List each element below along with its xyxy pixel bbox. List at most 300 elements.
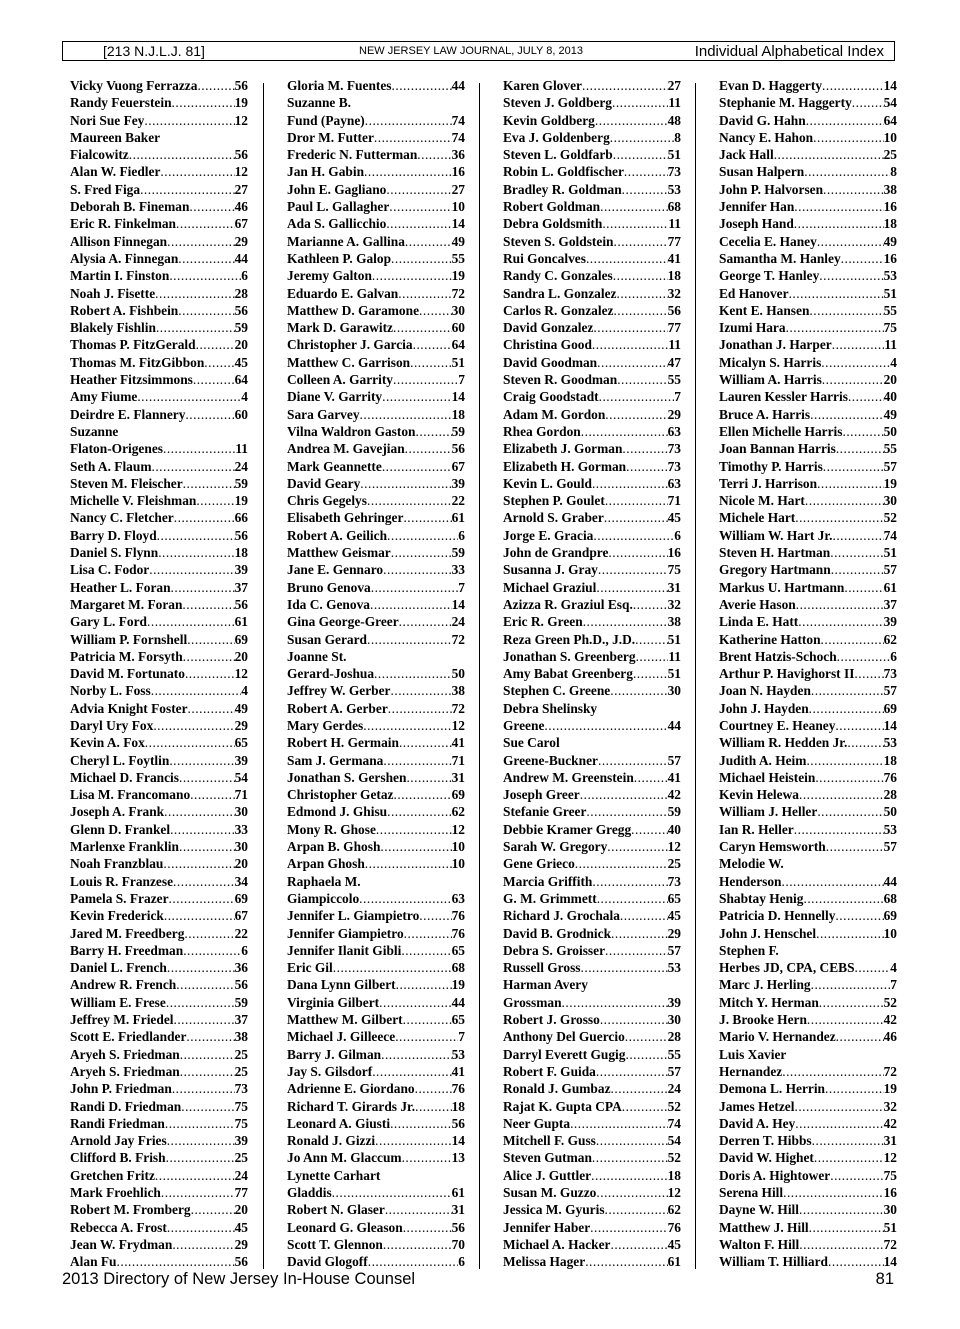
index-entry [719, 267, 897, 284]
dot-leader [170, 821, 235, 838]
index-entry-name: Susanna J. Gray [503, 562, 598, 578]
index-entry-page: 53 [667, 181, 681, 197]
dot-leader [370, 596, 452, 613]
index-entry [503, 492, 681, 509]
index-entry-name: John P. Friedman [70, 1081, 172, 1097]
index-entry-page: 57 [883, 683, 897, 699]
index-entry [70, 215, 248, 232]
index-entry-name: Alan W. Fiedler [70, 164, 161, 180]
index-entry-page: 69 [451, 787, 465, 803]
dot-leader [832, 336, 885, 353]
index-entry [503, 1046, 681, 1063]
dot-leader [610, 1236, 667, 1253]
index-entry-name: Jennifer Ilanit Gibli [287, 942, 402, 958]
dot-leader [391, 682, 452, 699]
index-entry [287, 146, 465, 163]
index-entry-page: 69 [234, 890, 248, 906]
index-entry-name-line: Maureen Baker [70, 129, 161, 145]
index-entry-name: Arnold S. Graber [503, 510, 604, 526]
index-entry-name: Michele Hart [719, 510, 796, 526]
index-entry-page: 56 [451, 441, 465, 457]
index-entry [503, 527, 681, 544]
index-entry [503, 1098, 681, 1115]
index-entry [70, 1046, 248, 1063]
index-entry-name: Robert H. Germain [287, 735, 399, 751]
index-entry-name: Barry H. Freedman [70, 942, 184, 958]
index-entry-name: Markus U. Hartmann [719, 579, 845, 595]
index-entry-name: Susan Halpern [719, 164, 805, 180]
dot-leader [570, 1115, 668, 1132]
index-entry-name: Daryl Ury Fox [70, 717, 154, 733]
index-entry [503, 752, 681, 769]
index-entry-name: Heather L. Foran [70, 579, 171, 595]
index-entry-name: Gretchen Fritz [70, 1167, 155, 1183]
index-entry [70, 181, 248, 198]
index-entry [287, 1028, 465, 1045]
dot-leader [612, 94, 668, 111]
index-entry-page: 77 [667, 233, 681, 249]
dot-leader [625, 1028, 668, 1045]
index-entry-name: Marcia Griffith [503, 873, 593, 889]
dot-leader [188, 700, 235, 717]
index-entry [70, 803, 248, 820]
index-entry-page: 51 [883, 285, 897, 301]
index-entry [503, 682, 681, 699]
index-entry-page: 14 [883, 1254, 897, 1270]
index-entry-page: 71 [667, 493, 681, 509]
index-entry-page: 36 [234, 960, 248, 976]
index-entry-name: Cheryl L. Foytlin [70, 752, 170, 768]
index-entry-page: 6 [458, 527, 465, 543]
dot-leader [398, 285, 451, 302]
index-entry [70, 492, 248, 509]
dot-leader [416, 423, 452, 440]
index-entry-name: Kevin Frederick [70, 908, 164, 924]
index-entry-name: Jeremy Galton [287, 268, 372, 284]
index-entry-name: William R. Hedden Jr. [719, 735, 848, 751]
page-number: 81 [875, 1270, 894, 1288]
index-entry [70, 769, 248, 786]
index-entry-name: Walton F. Hill [719, 1236, 800, 1252]
index-entry [70, 890, 248, 907]
dot-leader [374, 665, 452, 682]
index-entry-page: 6 [241, 942, 248, 958]
index-entry-page: 24 [234, 458, 248, 474]
index-entry-page: 18 [234, 545, 248, 561]
index-entry [70, 250, 248, 267]
index-entry [719, 838, 897, 855]
index-entry [503, 561, 681, 578]
index-entry-name: Arpan B. Ghosh [287, 839, 381, 855]
index-entry-page: 71 [234, 787, 248, 803]
index-entry-name: Allison Finnegan [70, 233, 168, 249]
index-entry-page: 61 [883, 579, 897, 595]
index-entry-page: 59 [451, 423, 465, 439]
dot-leader [636, 648, 669, 665]
index-entry-name: Andrew R. French [70, 977, 177, 993]
index-entry [287, 579, 465, 596]
index-entry-name: Mitchell F. Guss [503, 1133, 596, 1149]
index-entry [503, 475, 681, 492]
dot-leader [611, 925, 668, 942]
index-entry-name: William P. Fornshell [70, 631, 188, 647]
index-entry-page: 67 [234, 908, 248, 924]
index-entry [503, 907, 681, 924]
index-entry-name: Reza Green Ph.D., J.D. [503, 631, 636, 647]
index-entry-name: David Goodman [503, 354, 598, 370]
dot-leader [402, 1149, 452, 1166]
dot-leader [832, 527, 883, 544]
index-entry [287, 129, 465, 146]
index-entry-name: Dana Lynn Gilbert [287, 977, 396, 993]
dot-leader [806, 112, 884, 129]
index-entry-page: 25 [667, 856, 681, 872]
dot-leader [622, 440, 667, 457]
index-entry-name: Chris Gegelys [287, 493, 367, 509]
index-entry-name: Leonard G. Gleason [287, 1219, 403, 1235]
index-entry-name: Robin L. Goldfischer [503, 164, 624, 180]
index-entry-page: 45 [667, 908, 681, 924]
index-entry [719, 544, 897, 561]
index-entry-name: Darryl Everett Gugig [503, 1046, 626, 1062]
index-entry-name: Jonathan S. Gershen [287, 769, 407, 785]
index-entry-page: 6 [241, 268, 248, 284]
index-entry [70, 146, 248, 163]
dot-leader [187, 631, 234, 648]
index-entry [70, 700, 248, 717]
index-entry [70, 163, 248, 180]
index-entry [287, 1201, 465, 1218]
dot-leader [405, 233, 452, 250]
index-entry [70, 942, 248, 959]
index-entry-page: 38 [667, 614, 681, 630]
index-entry [287, 181, 465, 198]
index-entry [287, 440, 465, 457]
index-entry [719, 1011, 897, 1028]
index-entry-name: Kathleen P. Galop [287, 250, 392, 266]
dot-leader [821, 631, 884, 648]
index-entry [70, 1149, 248, 1166]
index-entry-page: 11 [668, 95, 681, 111]
index-entry [719, 440, 897, 457]
index-entry-page: 60 [234, 406, 248, 422]
dot-leader [799, 1201, 884, 1218]
dot-leader [815, 769, 883, 786]
dot-leader [596, 1063, 668, 1080]
index-entry-name: Arnold Jay Fries [70, 1133, 167, 1149]
dot-leader [178, 250, 234, 267]
index-entry-name: Sara Garvey [287, 406, 360, 422]
dot-leader [597, 890, 668, 907]
index-entry [287, 838, 465, 855]
index-entry-page: 59 [667, 804, 681, 820]
index-entry [503, 163, 681, 180]
index-entry [503, 1011, 681, 1028]
index-entry-page: 33 [234, 821, 248, 837]
dot-leader [396, 976, 452, 993]
index-entry-page: 62 [451, 804, 465, 820]
index-entry-name: Joseph Greer [503, 787, 580, 803]
index-entry-name: Arpan Ghosh [287, 856, 365, 872]
dot-leader [600, 1011, 668, 1028]
index-entry-name: Grossman [503, 994, 562, 1010]
index-entry-name: Eric R. Finkelman [70, 216, 177, 232]
index-entry-page: 59 [234, 475, 248, 491]
index-entry-page: 54 [883, 95, 897, 111]
dot-leader [372, 267, 452, 284]
index-entry-name: Ada S. Gallicchio [287, 216, 387, 232]
index-entry [503, 821, 681, 838]
index-entry-name: Gene Grieco [503, 856, 575, 872]
dot-leader [169, 267, 241, 284]
index-entry [719, 112, 897, 129]
index-entry-page: 24 [451, 614, 465, 630]
index-entry [70, 1115, 248, 1132]
dot-leader [817, 475, 884, 492]
index-entry-name: David G. Hahn [719, 112, 806, 128]
index-entry-page: 75 [883, 1167, 897, 1183]
index-entry-name: George T. Hanley [719, 268, 820, 284]
index-entry-name: Eva J. Goldenberg [503, 129, 610, 145]
index-entry-page: 38 [451, 683, 465, 699]
index-entry-name: Jonathan S. Greenberg [503, 648, 636, 664]
dot-leader [611, 1080, 668, 1097]
index-entry-name: Jared M. Freedberg [70, 925, 185, 941]
index-entry [70, 734, 248, 751]
index-entry [70, 596, 248, 613]
index-entry [70, 1219, 248, 1236]
index-entry-page: 50 [451, 666, 465, 682]
index-entry-name: Ronald J. Gizzi [287, 1133, 376, 1149]
index-entry-page: 45 [667, 1236, 681, 1252]
index-entry-page: 4 [890, 354, 897, 370]
index-entry-name: Vicky Vuong Ferrazza [70, 78, 198, 93]
index-entry-page: 37 [234, 579, 248, 595]
dot-leader [137, 388, 241, 405]
index-entry [287, 1080, 465, 1097]
index-entry-page: 72 [451, 285, 465, 301]
index-entry-page: 7 [674, 389, 681, 405]
dot-leader [333, 959, 452, 976]
dot-leader [804, 163, 890, 180]
index-entry-page: 57 [667, 1063, 681, 1079]
index-entry-page: 18 [667, 1167, 681, 1183]
dot-leader [798, 613, 883, 630]
index-entry-page: 4 [241, 683, 248, 699]
index-entry-page: 22 [451, 493, 465, 509]
index-entry-name: Barry J. Gilman [287, 1046, 382, 1062]
dot-leader [819, 994, 884, 1011]
index-entry-name: Jan H. Gabin [287, 164, 365, 180]
dot-leader [160, 163, 234, 180]
index-entry-name: Bruno Genova [287, 579, 371, 595]
index-entry-page: 22 [234, 925, 248, 941]
dot-leader [794, 1098, 883, 1115]
index-entry-name: Kevin L. Gould [503, 475, 592, 491]
index-entry-name: Mario V. Hernandez [719, 1029, 836, 1045]
index-entry [719, 579, 897, 596]
index-entry-name: Frederic N. Futterman [287, 147, 418, 163]
dot-leader [581, 423, 668, 440]
index-entry-page: 46 [234, 199, 248, 215]
index-entry-name: Robert Goldman [503, 199, 601, 215]
dot-leader [811, 976, 891, 993]
index-entry-name: Daniel L. French [70, 960, 167, 976]
index-entry-name: Randy C. Gonzales [503, 268, 613, 284]
dot-leader [403, 509, 451, 526]
index-entry-name: Robert A. Gerber [287, 700, 388, 716]
index-entry-page: 39 [667, 994, 681, 1010]
index-entry [503, 648, 681, 665]
index-entry-name-line: Suzanne [70, 423, 119, 439]
index-entry [287, 1253, 465, 1270]
index-entry-page: 46 [883, 1029, 897, 1045]
index-entry-page: 51 [667, 666, 681, 682]
index-entry [70, 717, 248, 734]
index-entry-name: Jennifer L. Giampietro [287, 908, 420, 924]
index-entry-name: Arthur P. Havighorst II [719, 666, 855, 682]
index-entry [287, 717, 465, 734]
index-entry [70, 112, 248, 129]
dot-leader [394, 786, 452, 803]
index-entry-name: Bradley R. Goldman [503, 181, 622, 197]
index-entry-page: 74 [451, 112, 465, 128]
index-entry-name: Joan Bannan Harris [719, 441, 836, 457]
index-entry-name: Eric Gil [287, 960, 333, 976]
index-entry [503, 631, 681, 648]
index-entry-page: 11 [668, 216, 681, 232]
index-entry [70, 752, 248, 769]
index-entry [503, 1132, 681, 1149]
index-entry [287, 700, 465, 717]
index-entry [503, 336, 681, 353]
index-entry-name: Ida C. Genova [287, 596, 370, 612]
index-entry-name: Jennifer Giampietro [287, 925, 404, 941]
dot-leader [164, 803, 234, 820]
index-entry-name: Stephanie M. Haggerty [719, 95, 852, 111]
dot-leader [596, 1132, 668, 1149]
dot-leader [176, 215, 235, 232]
index-entry-name: Fialcowitz [70, 147, 129, 163]
dot-leader [179, 769, 235, 786]
index-entry-name: Christina Good [503, 337, 592, 353]
index-entry-name: Ian R. Heller [719, 821, 794, 837]
dot-leader [391, 544, 452, 561]
index-entry-name: Katherine Hatton [719, 631, 821, 647]
index-entry [287, 959, 465, 976]
index-entry-name: Robert F. Guida [503, 1063, 596, 1079]
index-entry [287, 492, 465, 509]
index-entry [503, 423, 681, 440]
index-entry [287, 267, 465, 284]
index-entry [719, 734, 897, 751]
index-column-4 [719, 77, 897, 1270]
dot-leader [172, 1236, 234, 1253]
index-entry-name: Christopher Getaz [287, 787, 394, 803]
index-entry [503, 873, 681, 890]
index-entry-page: 27 [451, 181, 465, 197]
index-entry-page: 77 [234, 1185, 248, 1200]
dot-leader [145, 734, 235, 751]
index-entry [287, 803, 465, 820]
dot-leader [591, 1167, 667, 1184]
dot-leader [190, 786, 234, 803]
index-entry-page: 10 [451, 839, 465, 855]
index-entry [719, 1080, 897, 1097]
dot-leader [622, 181, 668, 198]
dot-leader [176, 976, 234, 993]
index-entry-page: 73 [667, 164, 681, 180]
index-entry [719, 406, 897, 423]
dot-leader [332, 1184, 452, 1201]
index-entry [503, 371, 681, 388]
index-entry [719, 146, 897, 163]
index-entry-page: 31 [667, 579, 681, 595]
index-entry [503, 1253, 681, 1270]
index-entry-page: 52 [667, 1098, 681, 1114]
index-entry-name: Debra S. Groisser [503, 942, 606, 958]
dot-leader [367, 492, 452, 509]
index-entry [287, 544, 465, 561]
index-entry-name: Carlos R. Gonzalez [503, 302, 614, 318]
index-entry [287, 458, 465, 475]
index-entry-name: Robert N. Glaser [287, 1202, 385, 1218]
dot-leader [605, 406, 667, 423]
index-entry [287, 821, 465, 838]
dot-leader [634, 769, 668, 786]
index-entry-name: Randi Friedman [70, 1115, 165, 1131]
index-entry-page: 37 [883, 596, 897, 612]
index-entry-name: Christopher J. Garcia [287, 337, 413, 353]
index-entry-name: Micalyn S. Harris [719, 354, 822, 370]
dot-leader [810, 406, 883, 423]
index-entry-name: Michael J. Gilleece [287, 1029, 396, 1045]
index-entry-page: 16 [451, 164, 465, 180]
index-entry-page: 41 [451, 1063, 465, 1079]
dot-leader [157, 527, 235, 544]
index-entry [719, 475, 897, 492]
index-entry-name: Norby L. Foss [70, 683, 151, 699]
dot-leader [622, 1098, 668, 1115]
dot-leader [817, 233, 884, 250]
dot-leader [196, 336, 235, 353]
index-entry [719, 1098, 897, 1115]
index-entry-page: 19 [451, 268, 465, 284]
dot-leader [386, 181, 451, 198]
index-entry-page: 64 [451, 337, 465, 353]
index-entry-page: 73 [667, 873, 681, 889]
index-entry-name: Daniel S. Flynn [70, 545, 159, 561]
dot-leader [204, 354, 234, 371]
dot-leader [191, 1201, 235, 1218]
index-entry-page: 52 [883, 510, 897, 526]
index-entry-name: Michelle V. Fleishman [70, 493, 197, 509]
index-entry-page: 55 [667, 1046, 681, 1062]
index-entry-name: David B. Grodnick [503, 925, 612, 941]
index-entry-name: Joseph Hand [719, 216, 794, 232]
dot-leader [580, 786, 668, 803]
index-entry-name: Gladdis [287, 1185, 332, 1200]
index-entry-name: Azizza R. Graziul Esq. [503, 596, 633, 612]
index-entry-name-line: Raphaela M. [287, 873, 361, 889]
index-entry-page: 44 [451, 994, 465, 1010]
index-entry-name: David M. Fortunato [70, 666, 185, 682]
index-entry-name: Neer Gupta [503, 1115, 571, 1131]
index-entry-page: 60 [451, 320, 465, 336]
index-entry-page: 51 [667, 147, 681, 163]
index-entry [70, 648, 248, 665]
index-entry-name: Robert A. Fishbein [70, 302, 179, 318]
